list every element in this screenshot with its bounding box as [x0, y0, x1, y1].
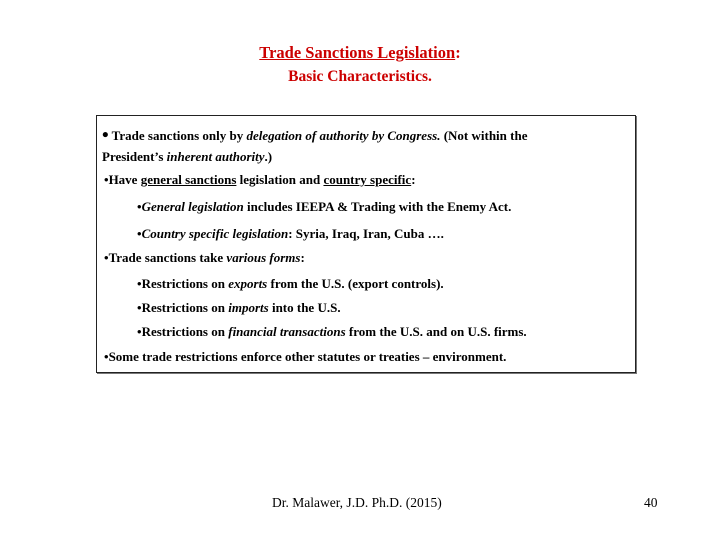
point-2a-rest: includes IEEPA & Trading with the Enemy Act.: [243, 199, 512, 214]
point-3b: [137, 300, 341, 316]
point-2b: [137, 226, 444, 242]
point-4-text: Some trade restrictions enforce other statutes or treaties – environment.: [108, 349, 507, 364]
bullet-icon: •: [137, 324, 142, 339]
point-2-mid: legislation and: [236, 172, 324, 187]
point-3a: [137, 276, 444, 292]
point-4: [104, 349, 506, 365]
point-1-line-2-end: .): [264, 149, 273, 164]
bullet-icon: •: [104, 250, 109, 265]
point-2-lead: Have: [108, 172, 141, 187]
slide-title-underlined: Trade Sanctions Legislation: [259, 43, 456, 62]
point-2: [104, 172, 416, 188]
page-number: 40: [644, 495, 658, 510]
point-1-line-2-lead: President’s: [102, 149, 167, 164]
point-3b-rest: into the U.S.: [268, 300, 341, 315]
point-1-italic: delegation of authority by Congress.: [246, 128, 441, 143]
point-2b-italic: Country specific legislation: [141, 226, 289, 241]
point-3b-lead: Restrictions on: [141, 300, 229, 315]
slide-title-colon: :: [455, 43, 461, 62]
bullet-icon: •: [102, 125, 109, 146]
point-1-line-1: [102, 125, 527, 147]
point-2-country-specific: country specific: [323, 172, 412, 187]
point-3b-italic: imports: [228, 300, 269, 315]
point-3-italic: various forms: [226, 250, 301, 265]
point-3a-rest: from the U.S. (export controls).: [267, 276, 444, 291]
point-2a: [137, 199, 511, 215]
bullet-icon: •: [104, 349, 109, 364]
point-2a-italic: General legislation: [141, 199, 244, 214]
point-1-line-2-italic: inherent authority: [166, 149, 265, 164]
bullet-icon: •: [137, 300, 142, 315]
point-2-end: :: [411, 172, 416, 187]
point-3a-italic: exports: [228, 276, 268, 291]
point-3-end: :: [300, 250, 305, 265]
point-3-lead: Trade sanctions take: [108, 250, 227, 265]
point-3c: [137, 324, 527, 340]
bullet-icon: •: [137, 199, 142, 214]
point-3a-lead: Restrictions on: [141, 276, 229, 291]
bullet-icon: •: [104, 172, 109, 187]
slide-title: [0, 43, 720, 63]
footer-author: Dr. Malawer, J.D. Ph.D. (2015): [272, 495, 442, 510]
point-3: [104, 250, 305, 266]
bullet-icon: •: [137, 226, 142, 241]
point-1-lead: Trade sanctions only by: [111, 128, 247, 143]
point-1-line-2: [102, 149, 272, 165]
point-3c-lead: Restrictions on: [141, 324, 229, 339]
slide-subtitle: Basic Characteristics.: [288, 68, 432, 85]
point-2-general-sanctions: general sanctions: [140, 172, 237, 187]
point-2b-rest: : Syria, Iraq, Iran, Cuba ….: [288, 226, 444, 241]
point-3c-italic: financial transactions: [228, 324, 346, 339]
bullet-icon: •: [137, 276, 142, 291]
point-1-mid: (Not within the: [440, 128, 528, 143]
point-3c-rest: from the U.S. and on U.S. firms.: [345, 324, 527, 339]
